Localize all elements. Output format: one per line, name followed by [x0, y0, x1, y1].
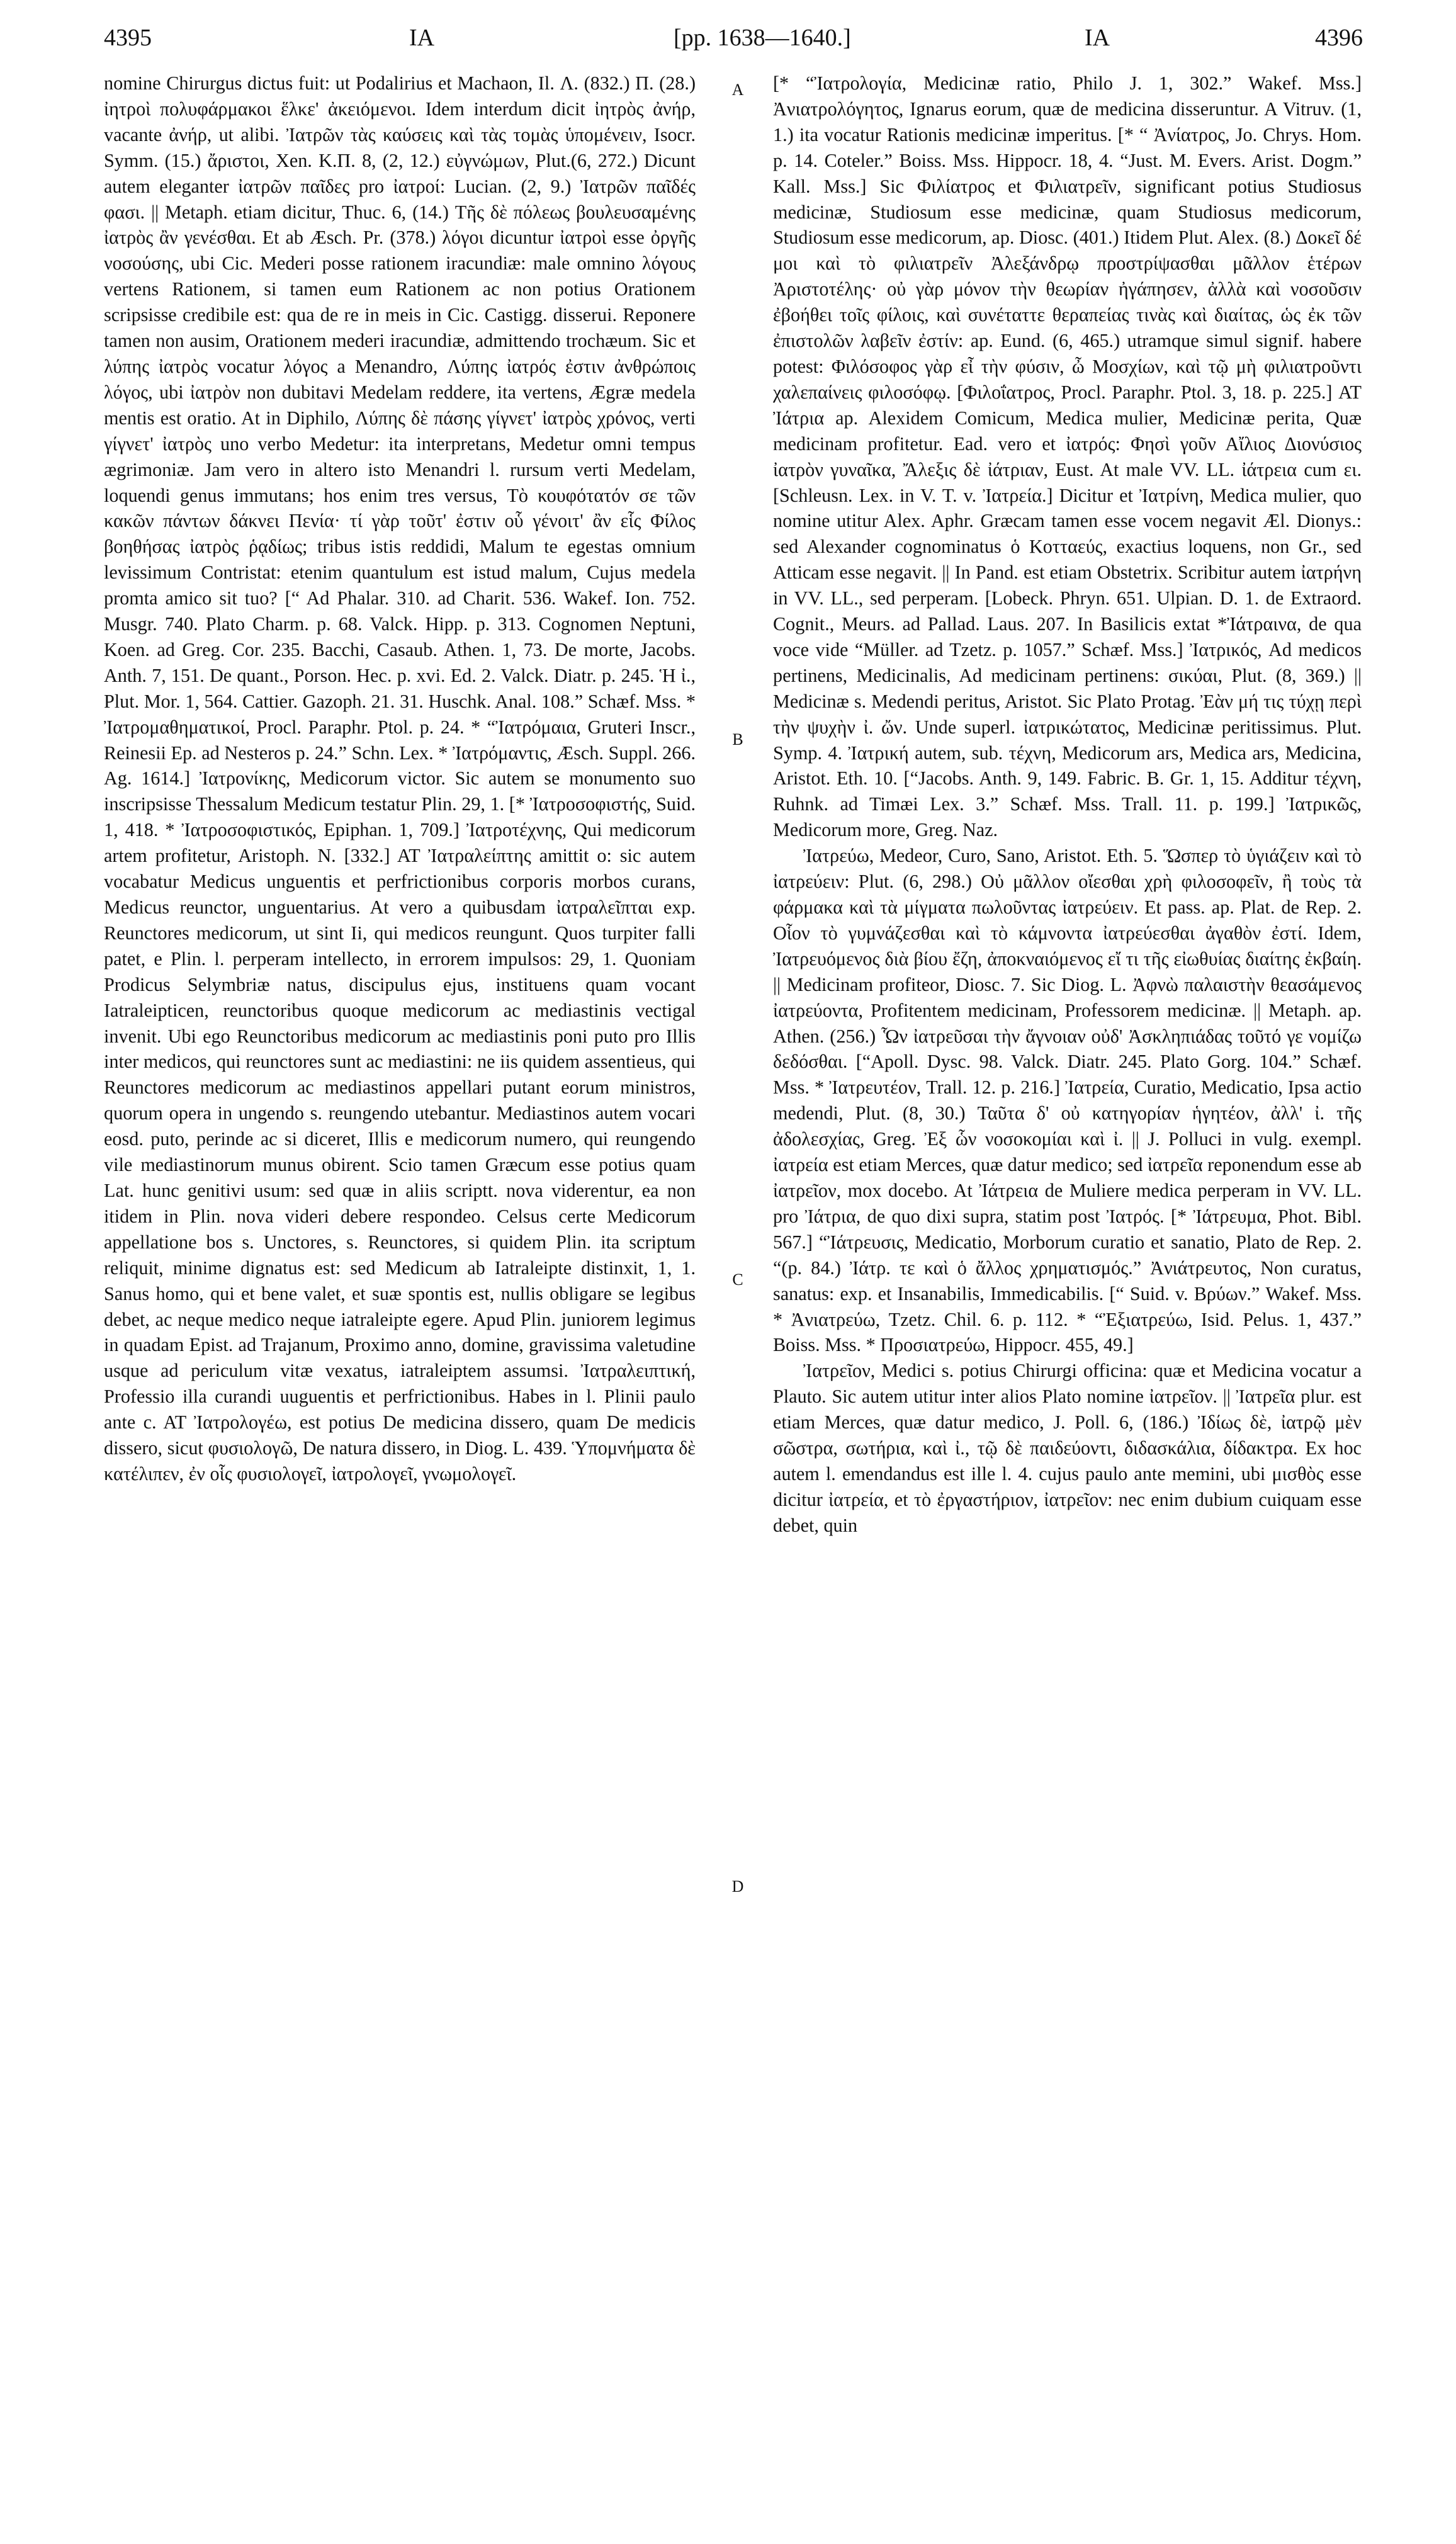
left-running-head: ΙΑ [409, 25, 435, 51]
left-column-text: nomine Chirurgus dictus fuit: ut Podalirius et Machaon, Il. Λ. (832.) Π. (28.) ἰητροὶ πολυφάρμακοι ἕλκε' ἀκειόμενοι. Idem interdum dicit ἰητρὸς ἀνήρ, vacante ἀνήρ, ut alibi. Ἰατρῶν τὰς καύσεις καὶ τὰς τομὰς ὑπομένειν, Isocr. Symm. (15.) ἄριστοι, Xen. K.Π. 8, (2, 12.) εὐγνώμων, Plut.(6, 272.) Dicunt autem eleganter ἰατρῶν παῖδες pro ἰατροί: Lucian. (2, 9.) Ἰατρῶν παῖδές φασι. || Metaph. etiam dicitur, Thuc. 6, (14.) Τῆς δὲ πόλεως βουλευσαμένης ἰατρὸς ἂν γενέσθαι. Et ab Æsch. Pr. (378.) λόγοι dicuntur ἰατροὶ esse ὀργῆς νοσούσης, ubi Cic. Mederi posse rationem iracundiæ: male omnino λόγους vertens Rationem, si tamen eum Rationem ac non potius Orationem scripsisse credibile est: qua de re in meis in Cic. Castigg. disserui. Reponere tamen non ausim, Orationem mederi iracundiæ, admittendo trochæum. Sic et λύπης ἰατρὸς vocatur λόγος a Menandro, Λύπης ἰατρός ἐστιν ἀνθρώποις λόγος, ubi ἰατρὸν non dubitavi Medelam reddere, ita vertens, Ægræ medela mentis est oratio. At in Diphilo, Λύπης δὲ πάσης γίγνετ' ἰατρὸς χρόνος, verti γίγνετ' ἰατρὸς uno verbo Medetur: ita interpretans, Medetur omni tempus ægrimoniæ. Jam vero in altero isto Menandri l. rursum verti Medelam, loquendi genus immutans; hos enim tres versus, Τὸ κουφότατόν σε τῶν κακῶν πάντων δάκνει Πενία· τί γὰρ τοῦτ' ἐστιν οὗ γένοιτ' ἂν εἷς Φίλος βοηθήσας ἰατρὸς ῥᾳδίως; tribus istis reddidi, Malum te egestas omnium levissimum Contristat: etenim quantulum est istud malum, Cujus medela promta amico sit tuo? [“ Ad Phalar. 310. ad Charit. 536. Wakef. Ion. 752. Musgr. 740. Plato Charm. p. 68. Valck. Hipp. p. 313. Cognomen Neptuni, Koen. ad Greg. Cor. 235. Bacchi, Casaub. Athen. 1, 73. De morte, Jacobs. Anth. 7, 151. De quant., Porson. Hec. p. xvi. Ed. 2. Valck. Diatr. p. 245. Ἡ ἰ., Plut. Mor. 1, 564. Cattier. Gazoph. 21. 31. Huschk. Anal. 108.” Schæf. Mss. * Ἰατρομαθηματικοί, Procl. Paraphr. Ptol. p. 24. * “Ἰατρόμαια, Gruteri Inscr., Reinesii Ep. ad Nesteros p. 24.” Schn. Lex. * Ἰατρόμαντις, Æsch. Suppl. 266. Ag. 1614.] Ἰατρονίκης, Medicorum victor. Sic autem se monumento suo inscripsisse Thessalum Medicum testatur Plin. 29, 1. [* Ἰατροσοφιστής, Suid. 1, 418. * Ἰατροσοφιστικός, Epiphan. 1, 709.] Ἰατροτέχνης, Qui medicorum artem profitetur, Aristoph. N. [332.] AT Ἰατραλείπτης amittit o: sic autem vocabatur Medicus unguentis et perfrictionibus corporis morbos curans, Medicus reunctor, unguentarius. At vero a quibusdam ἰατραλεῖπται exp. Reunctores medicorum, ut sint Ii, qui medicos reungunt. Quos turpiter falli patet, e Plin. l. perperam intellecto, in errorem impulsos: 29, 1. Quoniam Prodicus Selymbriæ natus, discipulus ejus, instituens quam vocant Iatraleipticen, reunctoribus quoque medicorum ac mediastinis vectigal invenit. Ubi ego Reunctoribus medicorum ac mediastinis poni puto pro Illis inter medicos, qui reunctores sunt ac mediastini: ne iis quidem assentieus, qui Reunctores medicorum ac mediastinos appellari putant eorum ministros, quorum opera in ungendo s. reungendo utebantur. Mediastinos autem vocari eosd. puto, perinde ac si diceret, Illis e medicorum numero, qui reungendo vile mediastinorum munus obirent. Scio tamen Græcum esse potius quam Lat. hunc genitivi usum: sed quæ in aliis scriptt. nova viderentur, ea non itidem in Plin. nova videri debere respondeo. Celsus certe Medicorum appellatione bos s. Unctores, s. Reunctores, si quidem Plin. ita scriptum reliquit, minime dignatus est: sed Medicum ab Iatraleipte distinxit, 1, 1. Sanus homo, qui et bene valet, et suæ spontis est, nullis obligare se legibus debet, ac neque medico neque iatraleipte egere. Apud Plin. juniorem legimus in quadam Epist. ad Trajanum, Proximo anno, domine, gravissima valetudine usque ad periculum vitæ vexatus, iatraleiptem assumsi. Ἰατραλειπτική, Professio illa curandi uuguentis et perfrictionibus. Habes in l. Plinii paulo ante c. AT Ἰατρολογέω, est potius De medicina dissero, quam De medicis dissero, sicut φυσιολογῶ, De natura dissero, in Diog. L. 439. Ὑπομνήματα δὲ κατέλιπεν, ἐν οἷς φυσιολογεῖ, ἰατρολογεῖ, γνωμολογεῖ. [104, 72, 696, 1484]
page-header [104, 19, 1363, 57]
right-running-head: ΙΑ [1085, 25, 1110, 51]
right-column-entry: Ἰατρεῖον, Medici s. potius Chirurgi officina: quæ et Medicina vocatur a Plauto. Sic autem utitur inter alios Plato nomine ἰατρεῖον. || Ἰατρεῖα plur. est etiam Merces, quæ datur medico, J. Poll. 6, (186.) Ἰδίως δὲ, ἰατρῷ μὲν σῶστρα, σωτήρια, καὶ ἰ., τῷ δὲ παιδεύοντι, διδασκάλια, δίδακτρα. Ex hoc autem l. emendandus est ille l. 4. cujus paulo ante memini, ubi μισθὸς esse dicitur ἰατρεία, et τὸ ἐργαστήριον, ἰατρεῖον: nec enim dubium cuiquam esse debet, quin [773, 1360, 1362, 1536]
right-page-number: 4396 [1315, 25, 1363, 51]
left-page-number: 4395 [104, 25, 152, 51]
right-column-entry: Ἰατρεύω, Medeor, Curo, Sano, Aristot. Eth. 5. Ὥσπερ τὸ ὑγιάζειν καὶ τὸ ἰατρεύειν: Plut. (6, 298.) Οὐ μᾶλλον οἴεσθαι χρὴ φιλοσοφεῖν, ἢ τοὺς τὰ φάρμακα καὶ τὰ μίγματα πωλοῦντας ἰατρεύειν. Et pass. ap. Plat. de Rep. 2. Οἷον τὸ γυμνάζεσθαι καὶ τὸ κάμνοντα ἰατρεύεσθαι ἀγαθὸν ἐστί. Idem, Ἰατρευόμενος διὰ βίου ἔζη, ἀποκναιόμενος εἴ τι τῆς εἰωθυίας διαίτης ἐκβαίη. || Medicinam profiteor, Diosc. 7. Sic Diog. L. Ἀφνὼ παλαιστὴν θεασάμενος ἰατρεύοντα, Profitentem medicinam, Professorem medicinæ. || Metaph. ap. Athen. (256.) Ὧν ἰατρεῦσαι τὴν ἄγνοιαν οὐδ' Ἀσκληπιάδας τοῦτό γε νομίζω δεδόσθαι. [“Apoll. Dysc. 98. Valck. Diatr. 245. Plato Gorg. 104.” Schæf. Mss. * Ἰατρευτέον, Trall. 12. p. 216.] Ἰατρεία, Curatio, Medicatio, Ipsa actio medendi, Plut. (8, 30.) Ταῦτα δ' οὐ κατηγορίαν ἡγητέον, ἀλλ' ἰ. τῆς ἀδολεσχίας, Greg. Ἐξ ὧν νοσοκομίαι καὶ ἰ. || J. Polluci in vulg. exempl. ἰατρεία est etiam Merces, quæ datur medico; sed ἰατρεῖα reponendum esse ab ἰατρεῖον, mox docebo. At Ἰάτρεια de Muliere medica perperam in VV. LL. pro Ἰάτρια, de quo dixi supra, statim post Ἰατρός. [* Ἰάτρευμα, Phot. Bibl. 567.] “Ἰάτρευσις, Medicatio, Morborum curatio et sanatio, Plato de Rep. 2. “(p. 84.) Ἰάτρ. τε καὶ ὁ ἄλλος χρηματισμός.” Ἀνιάτρευτος, Non curatus, sanatus: exp. et Insanabilis, Immedicabilis. [“ Suid. v. Βρύων.” Wakef. Mss. * Ἀνιατρεύω, Tzetz. Chil. 6. p. 112. * “Ἐξιατρεύω, Isid. Pelus. 1, 437.” Boiss. Mss. * Προσιατρεύω, Hippocr. 455, 49.] [773, 845, 1362, 1356]
margin-letter-b: B [732, 730, 743, 749]
margin-letter-d: D [731, 1877, 744, 1896]
margin-letter-a: A [731, 81, 744, 99]
left-column [104, 71, 696, 2513]
margin-letter-c: C [732, 1270, 743, 1289]
right-column-entry: [* “Ἰατρολογία, Medicinæ ratio, Philo J. 1, 302.” Wakef. Mss.] Ἀνιατρολόγητος, Ignarus eorum, quæ de medicina disseruntur. A Vitruv. (1, 1.) ita vocatur Rationis medicinæ imperitus. [* “ Ἀνίατρος, Jo. Chrys. Hom. p. 14. Coteler.” Boiss. Mss. Hippocr. 18, 4. “Just. M. Evers. Arist. Dogm.” Kall. Mss.] Sic Φιλίατρος et Φιλιατρεῖν, significant potius Studiosus medicinæ, Studiosum esse medicinæ, quam Studiosus medicorum, Studiosum esse medicorum, ap. Diosc. (401.) Itidem Plut. Alex. (8.) Δοκεῖ δέ μοι καὶ τὸ φιλιατρεῖν Ἀλεξάνδρῳ προστρίψασθαι μᾶλλον ἑτέρων Ἀριστοτέλης· οὐ γὰρ μόνον τὴν θεωρίαν ἠγάπησεν, ἀλλὰ καὶ νοσοῦσιν ἐβοήθει τοῖς φίλοις, καὶ συνέταττε θεραπείας τινὰς καὶ διαίτας, ὡς ἐκ τῶν ἐπιστολῶν λαβεῖν ἐστίν: ap. Eund. (6, 465.) utramque simul signif. habere potest: Φιλόσοφος γὰρ εἶ τὴν φύσιν, ὦ Μοσχίων, καὶ τῷ μὴ φιλιατροῦντι χαλεπαίνεις φιλοσόφῳ. [Φιλοΐατρος, Procl. Paraphr. Ptol. 3, 18. p. 225.] AT Ἰάτρια ap. Alexidem Comicum, Medica mulier, Medicinæ perita, Quæ medicinam profitetur. Ead. vero et ἰατρός: Φησὶ γοῦν Αἴλιος Διονύσιος ἰατρὸν γυναῖκα, Ἄλεξις δὲ ἰάτριαν, Eust. At male VV. LL. ἰάτρεια cum ει. [Schleusn. Lex. in V. T. v. Ἰατρεία.] Dicitur et Ἰατρίνη, Medica mulier, quo nomine utitur Alex. Aphr. Græcam tamen esse vocem negavit Æl. Dionys.: sed Alexander cognominatus ὁ Κοτταεύς, exactius loquens, non Gr., sed Atticam esse negavit. || In Pand. est etiam Obstetrix. Scribitur autem ἰατρήνη in VV. LL., sed perperam. [Lobeck. Phryn. 651. Ulpian. D. 1. de Extraord. Cognit., Meurs. ad Pallad. Laus. 207. In Basilicis extat *Ἰάτραινα, de qua voce vide “Müller. ad Tzetz. p. 1057.” Schæf. Mss.] Ἰατρικός, Ad medicos pertinens, Medicinalis, Ad medicinam pertinens: σικύαι, Plut. (8, 369.) || Medicinæ s. Medendi peritus, Aristot. Sic Plato Protag. Ἐὰν μή τις τύχῃ περὶ τὴν ψυχὴν ἰ. ὤν. Unde superl. ἰατρικώτατος, Medicinæ peritissimus. Plut. Symp. 4. Ἰατρική autem, sub. τέχνη, Medicorum ars, Medica ars, Medicina, Aristot. Eth. 10. [“Jacobs. Anth. 9, 149. Fabric. B. Gr. 1, 15. Additur τέχνη, Ruhnk. ad Timæi Lex. 3.” Schæf. Mss. Trall. 11. p. 199.] Ἰατρικῶς, Medicorum more, Greg. Naz. [773, 72, 1362, 841]
page-range: [pp. 1638—1640.] [674, 25, 851, 51]
right-column [773, 71, 1362, 2513]
